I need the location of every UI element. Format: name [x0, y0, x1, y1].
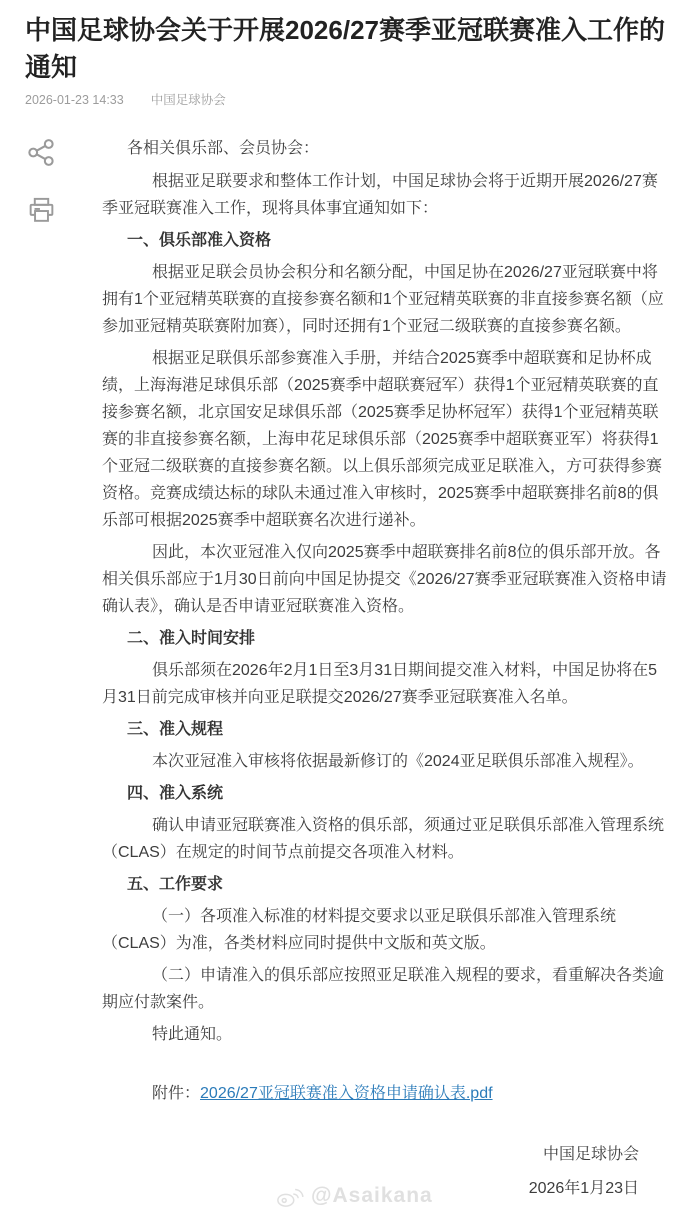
paragraph-regulations: 本次亚冠准入审核将依据最新修订的《2024亚足联俱乐部准入规程》。: [152, 753, 644, 770]
paragraph-quota: 根据亚足联会员协会积分和名额分配，中国足协在2026/27亚冠联赛中将拥有1个亚冠精英联赛的直接参赛名额和1个亚冠精英联赛的非直接参赛名额（应参加亚冠精英联赛附加赛），同时还拥有1个亚冠二级联赛的直接参赛名额。: [102, 264, 664, 335]
print-button[interactable]: [26, 195, 57, 226]
watermark-handle: @Asaikana: [311, 1184, 433, 1207]
section-heading-2: 二、准入时间安排: [127, 630, 256, 647]
section-heading-4: 四、准入系统: [127, 785, 224, 802]
paragraph-schedule: 俱乐部须在2026年2月1日至3月31日期间提交准入材料，中国足协将在5月31日前完成审核并向亚足联提交2026/27赛季亚冠联赛准入名单。: [102, 662, 657, 706]
publish-time: 2026-01-23 14:33: [25, 93, 124, 107]
article-body-layout: [0, 135, 690, 1202]
paragraph-requirement-2: （二）申请准入的俱乐部应按照亚足联准入规程的要求，看重解决各类逾期应付款案件。: [102, 967, 665, 1011]
attachment-link[interactable]: 2026/27亚冠联赛准入资格申请确认表.pdf: [200, 1085, 493, 1102]
section-heading-1: 一、俱乐部准入资格: [127, 232, 272, 249]
article-source: 中国足球协会: [150, 93, 226, 107]
paragraph-closing: 特此通知。: [152, 1026, 233, 1043]
paragraph-clubs: 根据亚足联俱乐部参赛准入手册，并结合2025赛季中超联赛和足协杯成绩，上海海港足球俱乐部（2025赛季中超联赛冠军）获得1个亚冠精英联赛的直接参赛名额，北京国安足球俱乐部（2025赛季足协杯冠军）获得1个亚冠精英联赛的非直接参赛名额，上海申花足球俱乐部（2025赛季中超联赛亚军）将获得1个亚冠二级联赛的直接参赛名额。以上俱乐部须完成亚足联准入，方可获得参赛资格。竞赛成绩达标的球队未通过准入审核时，2025赛季中超联赛排名前8的俱乐部可根据2025赛季中超联赛名次进行递补。: [102, 350, 663, 529]
attachment-label: 附件：: [152, 1085, 201, 1102]
salutation: 各相关俱乐部、会员协会：: [127, 140, 320, 157]
watermark: [276, 1184, 433, 1208]
paragraph-intro: 根据亚足联要求和整体工作计划，中国足球协会将于近期开展2026/27赛季亚冠联赛准入工作，现将具体事宜通知如下：: [102, 173, 658, 217]
article-content: [102, 135, 690, 1202]
article-meta: [0, 86, 690, 108]
section-heading-5: 五、工作要求: [127, 876, 224, 893]
share-button[interactable]: [26, 137, 57, 168]
signature-org: 中国足球协会: [542, 1146, 639, 1163]
paragraph-eligibility: 因此，本次亚冠准入仅向2025赛季中超联赛排名前8位的俱乐部开放。各相关俱乐部应于1月30日前向中国足协提交《2026/27赛季亚冠联赛准入资格申请确认表》，确认是否申请亚冠联赛准入资格。: [102, 544, 667, 615]
print-icon: [26, 195, 57, 226]
section-heading-3: 三、准入规程: [127, 721, 224, 738]
share-icon: [26, 137, 57, 168]
weibo-logo-icon: [276, 1185, 304, 1208]
paragraph-requirement-1: （一）各项准入标准的材料提交要求以亚足联俱乐部准入管理系统（CLAS）为准，各类材料应同时提供中文版和英文版。: [102, 908, 617, 952]
signature-date: 2026年1月23日: [528, 1180, 639, 1197]
side-toolbar: [0, 135, 102, 1202]
attachment-row: [102, 1080, 667, 1107]
paragraph-system: 确认申请亚冠联赛准入资格的俱乐部，须通过亚足联俱乐部准入管理系统（CLAS）在规定的时间节点前提交各项准入材料。: [102, 817, 665, 861]
page-title: 中国足球协会关于开展2026/27赛季亚冠联赛准入工作的通知: [25, 15, 665, 82]
